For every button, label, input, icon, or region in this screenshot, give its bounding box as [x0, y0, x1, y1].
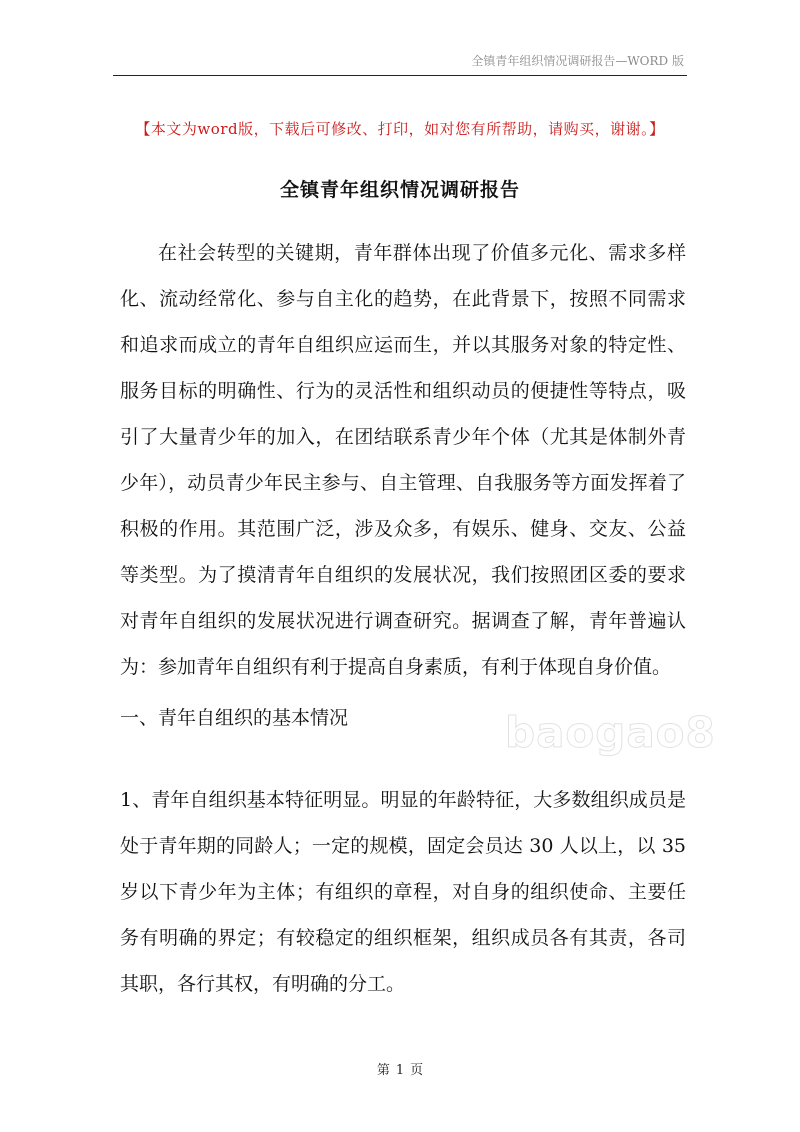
- page-number: 1: [395, 1063, 405, 1078]
- header-divider: [113, 75, 687, 76]
- page-suffix: 页: [410, 1063, 424, 1078]
- document-title: 全镇青年组织情况调研报告: [279, 179, 520, 201]
- page-prefix: 第: [376, 1063, 390, 1078]
- watermark-logo: baogao8: [505, 708, 716, 757]
- running-header-title: 全镇青年组织情况调研报告—WORD 版: [471, 54, 684, 68]
- point-1-paragraph: 1、青年自组织基本特征明显。明显的年龄特征，大多数组织成员是处于青年期的同龄人；一定的规模，固定会员达 30 人以上，以 35 岁以下青少年为主体；有组织的章程，对自身的组织使命、主要任务有明确的界定；有较稳定的组织框架，组织成员各有其责，各司其职，各行其权，有明确的分工。: [120, 789, 686, 995]
- intro-paragraph: 在社会转型的关键期，青年群体出现了价值多元化、需求多样化、流动经常化、参与自主化的趋势，在此背景下，按照不同需求和追求而成立的青年自组织应运而生，并以其服务对象的特定性、服务目标的明确性、行为的灵活性和组织动员的便捷性等特点，吸引了大量青少年的加入，在团结联系青少年个体（尤其是体制外青少年），动员青少年民主参与、自主管理、自我服务等方面发挥着了积极的作用。其范围广泛，涉及众多，有娱乐、健身、交友、公益等类型。为了摸清青年自组织的发展状况，我们按照团区委的要求对青年自组织的发展状况进行调查研究。据调查了解，青年普遍认为：参加青年自组织有利于提高自身素质，有利于体现自身价值。: [120, 242, 686, 678]
- page-footer: [0, 1059, 800, 1078]
- download-notice: 【本文为word版，下载后可修改、打印，如对您有所帮助，请购买，谢谢。】: [135, 120, 665, 138]
- section-heading: 一、青年自组织的基本情况: [120, 707, 349, 729]
